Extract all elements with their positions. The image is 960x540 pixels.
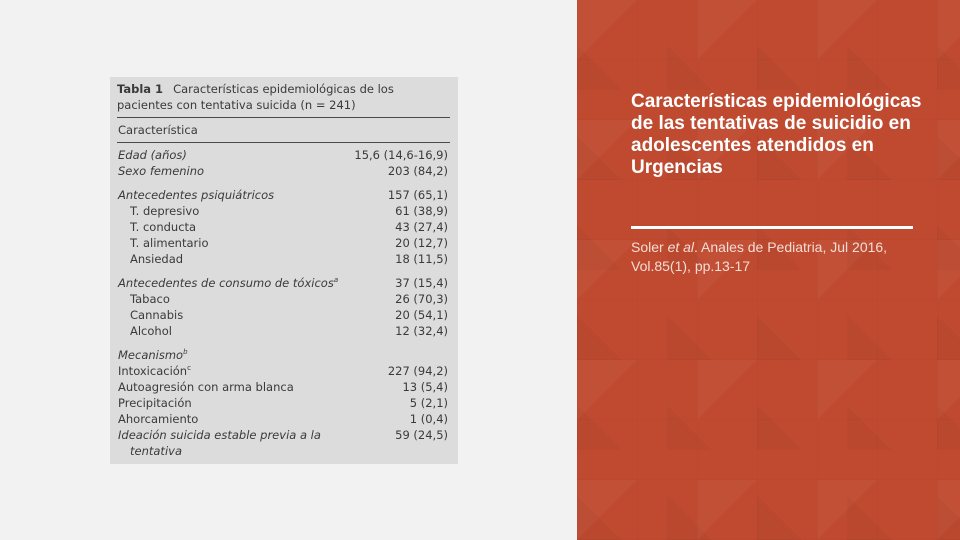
citation-rest: . Anales de Pediatria, Jul 2016, Vol.85(1), pp.13-17 [631,239,888,274]
citation-etal: et al [667,239,695,255]
table-row: Precipitación 5 (2,1) [118,396,448,410]
table-row: Edad (años) 15,6 (14,6-16,9) [118,148,448,162]
table-image [110,77,458,464]
table-row: Tabaco 26 (70,3) [130,292,448,306]
table-row: Ideación suicida estable previa a la 59 (24,5) [118,428,448,442]
table-row: Autoagresión con arma blanca 13 (5,4) [118,380,448,394]
table-row: Mecanismo$^b$ [118,348,188,362]
table-row: Cannabis 20 (54,1) [130,308,448,322]
table-top-rule [117,117,450,118]
table-rows [110,147,458,459]
table-row: T. depresivo 61 (38,9) [130,204,448,218]
right-pane [577,0,960,540]
table-row: Sexo femenino 203 (84,2) [118,164,448,178]
citation [631,238,921,276]
table-header-rule [117,142,450,143]
slide-title: Características epidemiológicas de las tentativas de suicidio en adolescentes atendidos en Urgencias [631,91,922,178]
table-caption [117,81,453,113]
table-row: Alcohol 12 (32,4) [130,324,448,338]
table-row: Intoxicación$^c$ 227 (94,2) [118,364,448,378]
table-column-header: Característica [118,123,198,137]
table-caption-text: Características epidemiológicas de los pacientes con tentativa suicida (n = 241) [117,82,394,112]
table-row: T. alimentario 20 (12,7) [130,236,448,250]
table-row: tentativa [130,444,182,458]
citation-author: Soler [631,239,664,255]
table-row: Antecedentes psiquiátricos 157 (65,1) [118,188,448,202]
table-number: Tabla 1 [117,82,164,96]
title-divider [631,226,913,229]
table-row: Antecedentes de consumo de tóxicos$^a$ 37 (15,4) [118,276,448,290]
table-row: T. conducta 43 (27,4) [130,220,448,234]
table-row: Ansiedad 18 (11,5) [130,252,448,266]
table-row: Ahorcamiento 1 (0,4) [118,412,448,426]
